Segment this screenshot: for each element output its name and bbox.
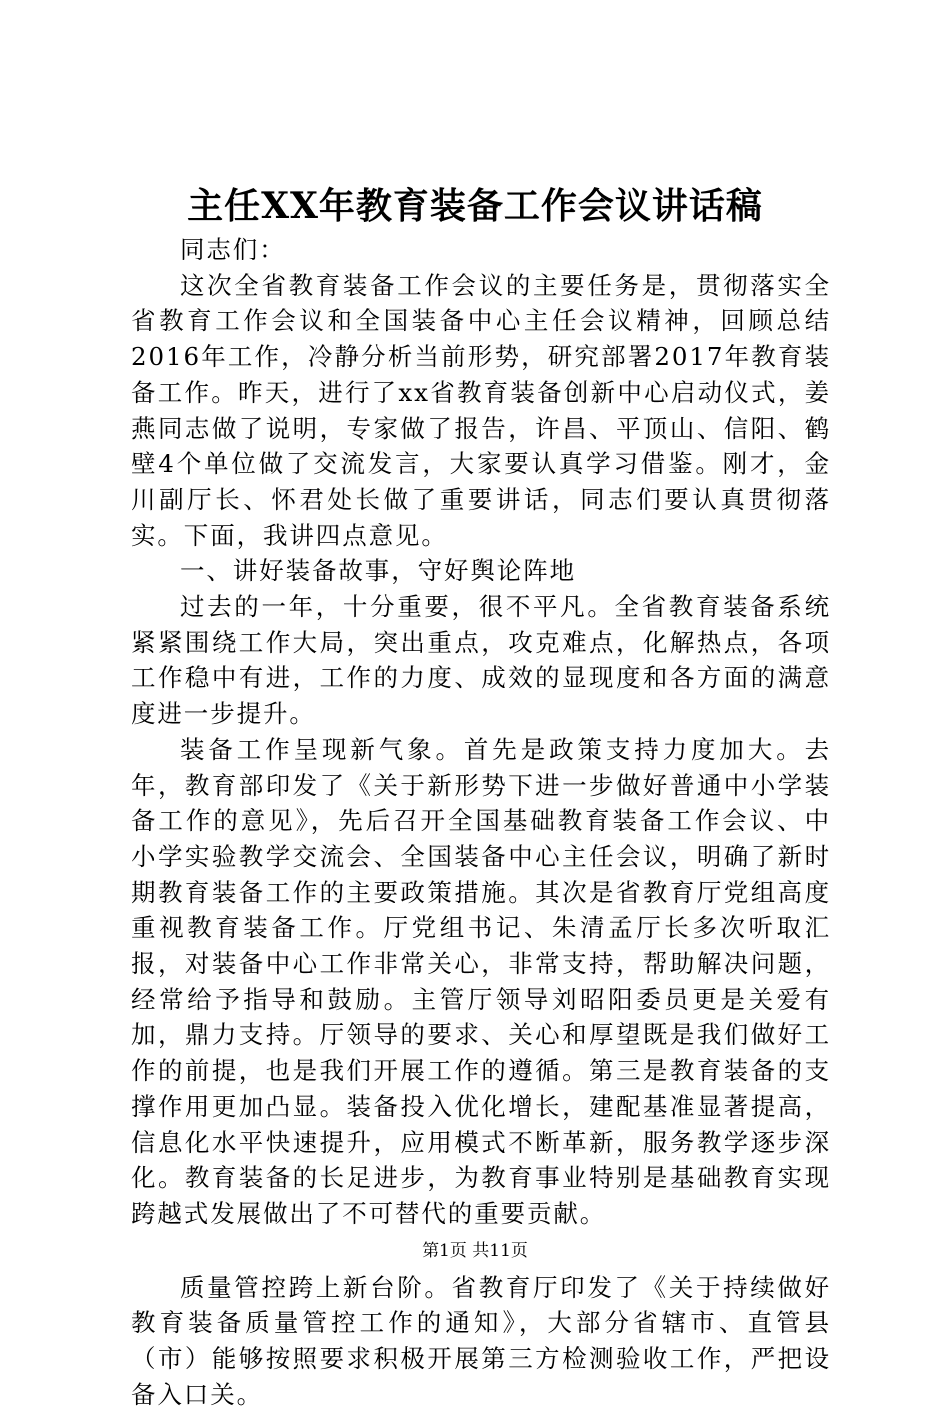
document-title: 主任XX年教育装备工作会议讲话稿 — [187, 185, 763, 227]
body-paragraph-intro: 这次全省教育装备工作会议的主要任务是，贯彻落实全省教育工作会议和全国装备中心主任会议精神，回顾总结2016年工作，冷静分析当前形势，研究部署2017年教育装备工作。昨天，进行了xx省教育装备创新中心启动仪式，姜燕同志做了说明，专家做了报告，许昌、平顶山、信阳、鹤壁4个单位做了交流发言，大家要认真学习借鉴。刚才，金川副厅长、怀君处长做了重要讲话，同志们要认真贯彻落实。下面，我讲四点意见。 — [131, 270, 831, 550]
section-heading-1: 一、讲好装备故事，守好舆论阵地 — [180, 556, 576, 586]
body-paragraph: 过去的一年，十分重要，很不平凡。全省教育装备系统紧紧围绕工作大局，突出重点，攻克难点，化解热点，各项工作稳中有进，工作的力度、成效的显现度和各方面的满意度进一步提升。 — [131, 592, 831, 729]
page-number-footer: 第1页 共11页 — [422, 1241, 528, 1261]
document-body — [131, 232, 831, 1413]
body-paragraph: 质量管控跨上新台阶。省教育厅印发了《关于持续做好教育装备质量管控工作的通知》，大部分省辖市、直管县（市）能够按照要求积极开展第三方检测验收工作，严把设备入口关。 — [131, 1272, 831, 1409]
salutation: 同志们： — [180, 235, 286, 264]
body-paragraph: 装备工作呈现新气象。首先是政策支持力度加大。去年，教育部印发了《关于新形势下进一步做好普通中小学装备工作的意见》，先后召开全国基础教育装备工作会议、中小学实验教学交流会、全国装备中心主任会议，明确了新时期教育装备工作的主要政策措施。其次是省教育厅党组高度重视教育装备工作。厅党组书记、朱清孟厅长多次听取汇报，对装备中心工作非常关心，非常支持，帮助解决问题，经常给予指导和鼓励。主管厅领导刘昭阳委员更是关爱有加，鼎力支持。厅领导的要求、关心和厚望既是我们做好工作的前提，也是我们开展工作的遵循。第三是教育装备的支撑作用更加凸显。装备投入优化增长，建配基准显著提高，信息化水平快速提升，应用模式不断革新，服务教学逐步深化。教育装备的长足进步，为教育事业特别是基础教育实现跨越式发展做出了不可替代的重要贡献。 — [131, 734, 831, 1228]
